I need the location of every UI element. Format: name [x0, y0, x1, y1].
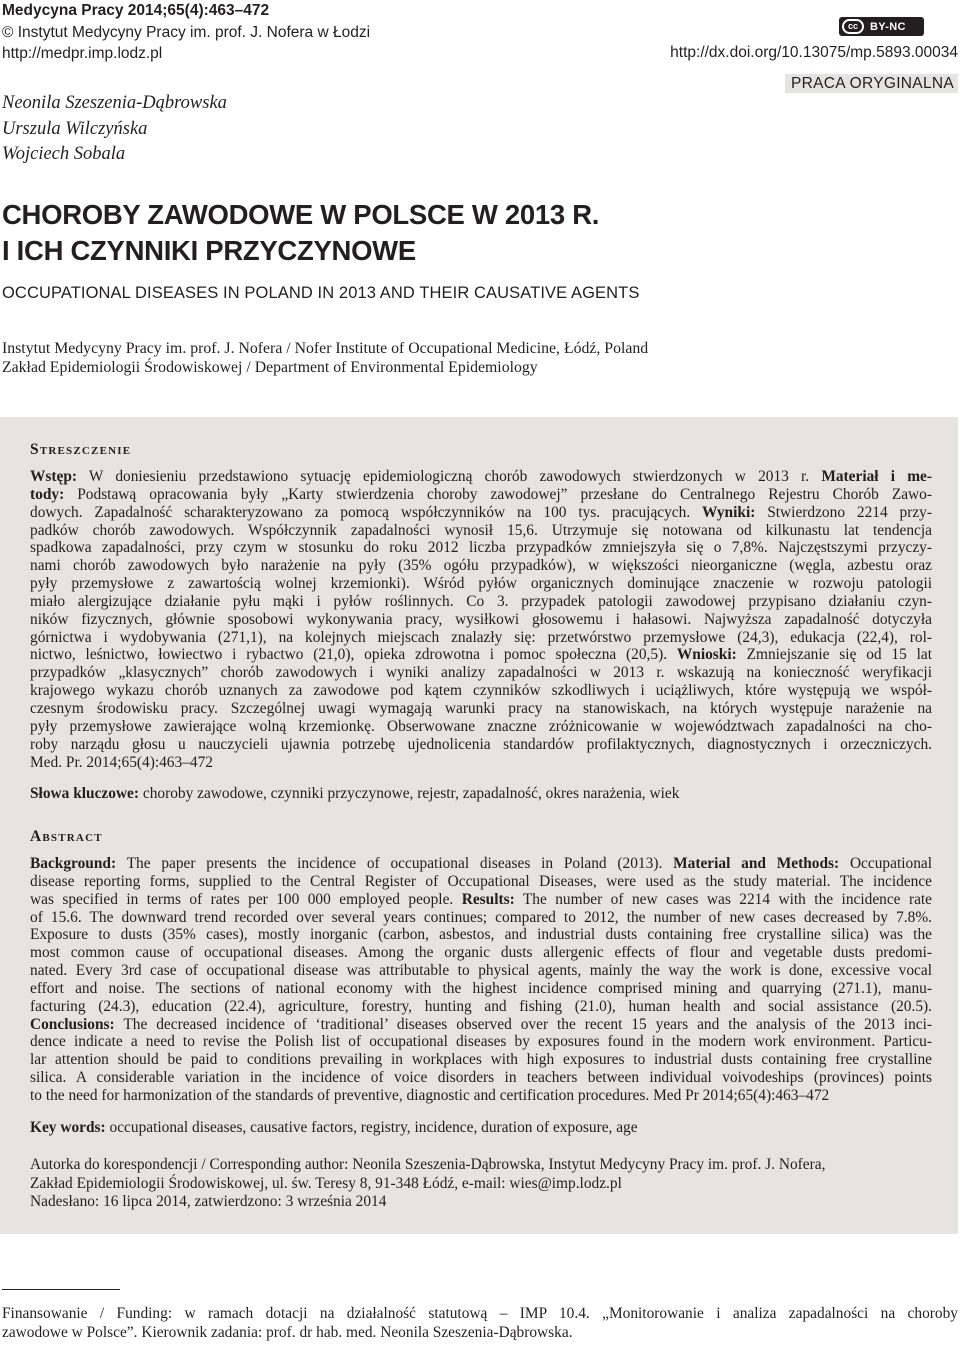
text-run: Exposure to dusts (35% cases), mostly inorganic (carbon, asbestos, and industrial dusts containing free crystalline silica) was the: [30, 926, 932, 944]
text-run: most common cause of occupational diseases. Among the organic dusts allergenic effects of flour and vegetable dusts predomi-: [30, 944, 932, 962]
run-in-label: Wstęp:: [30, 468, 78, 485]
cc-license-badge[interactable]: [839, 17, 924, 36]
run-in-label: Material and Methods:: [673, 855, 840, 872]
text-line: [30, 664, 932, 682]
text-run: dence indicate a need to revise the Polish list of occupational diseases by exposures found in the modern work environment. Particu-: [30, 1033, 932, 1051]
funding-footnote: [2, 1305, 958, 1342]
title-line: CHOROBY ZAWODOWE W POLSCE W 2013 R.: [2, 199, 600, 230]
journal-citation: Medycyna Pracy 2014;65(4):463–472: [2, 2, 270, 19]
abstract-heading: Abstract: [30, 828, 103, 845]
author-list: [2, 91, 227, 168]
pl-keywords: [30, 785, 679, 803]
run-in-label: Results:: [461, 890, 515, 908]
text-run: lar attention should be paid to conditions prevailing in workplaces with high exposures to industrial dusts containing free crystalline: [30, 1051, 932, 1069]
journal-header: [2, 0, 370, 65]
text-run: padków chorób zawodowych. Współczynnik zapadalności wynosił 15,6. Utrzymuje się notowana od kilkunastu lat tendencja: [30, 521, 932, 539]
text-run: pyły przemysłowe z zawartością wolnej krzemionki). Wśród pyłów organicznych dominujące znaczenie w rozwoju patologii: [30, 575, 932, 593]
text-line: [30, 1051, 932, 1069]
text-line: [30, 855, 932, 873]
correspondence-info: [30, 1156, 825, 1212]
text-line: [30, 682, 932, 700]
text-run: W doniesieniu przedstawiono sytuację epidemiologiczną chorób zawodowych stwierdzonych w 2013 r.: [77, 468, 822, 485]
article-type-label: PRACA ORYGINALNA: [785, 74, 958, 93]
text-run: górnictwa i wydobywania (271,1), na kolejnych miejscach znalazły się: przetwórstwo przemysłowe (24,3), edukacja (22,4), rol-: [30, 628, 932, 646]
article-title: [2, 197, 599, 269]
correspondence-line: Autorka do korespondencji / Corresponding author: Neonila Szeszenia-Dąbrowska, Instytut Medycyny Pracy im. prof. J. Nofera,: [30, 1156, 826, 1173]
text-run: dowych. Zapadalność scharakteryzowano za pomocą współczynników na 100 tys. pracujących.: [30, 503, 703, 521]
text-line: [30, 944, 932, 962]
streszczenie-text: [30, 468, 932, 771]
text-line: [30, 926, 932, 944]
funding-line: Finansowanie / Funding: w ramach dotacji na działalność statutową – IMP 10.4. „Monitorowanie i analiza zapadalności na choroby: [2, 1305, 958, 1322]
affiliation-line: Instytut Medycyny Pracy im. prof. J. Nofera / Nofer Institute of Occupational Medicine, Łódź, Poland: [2, 340, 649, 357]
run-in-label: Background:: [30, 855, 117, 872]
text-line: [30, 998, 932, 1016]
affiliations: [2, 339, 648, 377]
en-keywords: [30, 1119, 638, 1137]
footnote-divider: [2, 1289, 120, 1290]
text-line: [30, 873, 932, 891]
text-line: [30, 700, 932, 718]
text-run: przypadków „klasycznych” chorób zawodowych i wyniki analizy zapadalności w 2013 r. wskazują na konieczność weryfikacji: [30, 664, 932, 682]
license-label: BY-NC: [870, 20, 906, 33]
text-run: Podstawą opracowania były „Karty stwierdzenia choroby zawodowej” przesłane do Centralnego Rejestru Chorób Zawo-: [64, 485, 932, 503]
run-in-label: Materiał i me-: [821, 468, 932, 485]
text-run: Med. Pr. 2014;65(4):463–472: [30, 753, 213, 771]
text-line: [30, 611, 932, 629]
text-line: [30, 468, 932, 486]
text-run: The decreased incidence of ‘traditional’ diseases observed over the recent 15 years and the analysis of the 2013 inci-: [114, 1015, 932, 1033]
title-line: I ICH CZYNNIKI PRZYCZYNOWE: [2, 235, 416, 266]
journal-url-link[interactable]: http://medpr.imp.lodz.pl: [2, 45, 163, 62]
text-line: [30, 504, 932, 522]
text-run: krajowego wykazu chorób uznanych za zawodowe pod kątem czynników szkodliwych i uciążliwych, które występują we współ-: [30, 682, 932, 700]
author-name: Wojciech Sobala: [2, 144, 126, 164]
text-line: [30, 754, 932, 772]
text-run: effort and noise. The sections of national economy with the highest incidence comprised mining and quarrying (271.1), manu-: [30, 979, 932, 997]
text-line: [30, 575, 932, 593]
text-run: ników fizycznych, głównie sposobowi wykonywania pracy, wysiłkowi głosowemu i hałasowi. Najwyższa zapadalność dotyczyła: [30, 610, 932, 628]
text-line: [30, 522, 932, 540]
keywords-list: choroby zawodowe, czynniki przyczynowe, rejestr, zapadalność, okres narażenia, wiek: [139, 785, 680, 802]
text-run: facturing (24.3), education (22.4), agriculture, forestry, hunting and fishing (21.0), human health and social assistance (20.5).: [30, 997, 932, 1015]
text-run: nated. Every 3rd case of occupational disease was attributable to physical agents, mainly the way the work is done, excessive vocal: [30, 962, 932, 980]
run-in-label: tody:: [30, 485, 65, 503]
text-line: [30, 1069, 932, 1087]
article-title-english: OCCUPATIONAL DISEASES IN POLAND IN 2013 AND THEIR CAUSATIVE AGENTS: [2, 284, 640, 302]
text-line: [30, 1016, 932, 1034]
text-line: [30, 629, 932, 647]
text-run: miało alergizujące działanie pyłu mąki i pyłów roślinnych. Co 3. przypadek patologii zawodowej przypisano działaniu czyn-: [30, 592, 932, 610]
funding-line: zawodowe w Polsce”. Kierownik zadania: prof. dr hab. med. Neonila Szeszenia-Dąbrowska.: [2, 1323, 573, 1341]
run-in-label: Wyniki:: [702, 503, 756, 521]
text-run: silica. A considerable variation in the incidence of voice disorders in teachers between individual voivodeships (provinces) points: [30, 1069, 932, 1087]
text-run: Stwierdzono 2214 przy-: [755, 503, 932, 521]
text-run: czesnym środowisku pracy. Szczególnej uwagi wymagają warunki pracy na stanowiskach, na których występuje narażenie na: [30, 699, 932, 717]
text-line: [30, 891, 932, 909]
keywords-list: occupational diseases, causative factors, registry, incidence, duration of exposure, age: [105, 1119, 638, 1136]
text-run: disease reporting forms, supplied to the Central Register of Occupational Diseases, were used as the study material. The incidence: [30, 872, 932, 890]
text-line: [30, 1033, 932, 1051]
text-run: spadkowa zapadalności, przy czym w stosunku do roku 2012 liczba przypadków zmniejszyła się o 7,8%. Najczęstszymi przyczy-: [30, 539, 932, 557]
text-run: Occupational: [839, 855, 932, 872]
cc-icon: cc: [842, 19, 864, 34]
text-run: of 15.6. The downward trend recorded over several years continues; compared to 2012, the number of new cases decreased by 7.8%.: [30, 908, 932, 926]
copyright-line: © Instytut Medycyny Pracy im. prof. J. Nofera w Łodzi: [2, 23, 371, 41]
text-run: roby narządu głosu u nauczycieli ujawnia potrzebę ujednolicenia standardów profilaktycznych, diagnostycznych i orzeczniczych.: [30, 735, 932, 753]
text-line: [30, 539, 932, 557]
keywords-label: Key words:: [30, 1119, 106, 1136]
text-line: [30, 909, 932, 927]
abstract-text: [30, 855, 932, 1105]
text-run: The paper presents the incidence of occupational diseases in Poland (2013).: [116, 855, 674, 872]
text-line: [30, 593, 932, 611]
text-line: [30, 980, 932, 998]
doi-link[interactable]: http://dx.doi.org/10.13075/mp.5893.00034: [670, 44, 958, 61]
correspondence-line: Zakład Epidemiologii Środowiskowej, ul. św. Teresy 8, 91-348 Łódź, e-mail: wies@imp.lodz.pl: [30, 1174, 622, 1192]
text-run: was specified in terms of rates per 100 000 employed people.: [30, 890, 462, 908]
text-line: [30, 718, 932, 736]
text-run: The number of new cases was 2214 with the incidence rate: [514, 890, 933, 908]
run-in-label: Conclusions:: [30, 1015, 115, 1033]
affiliation-line: Zakład Epidemiologii Środowiskowej / Department of Environmental Epidemiology: [2, 359, 538, 376]
text-line: [30, 557, 932, 575]
correspondence-line: Nadesłano: 16 lipca 2014, zatwierdzono: 3 września 2014: [30, 1193, 387, 1210]
text-line: [30, 486, 932, 504]
text-run: pyły przemysłowe zawierające wolną krzemionkę. Obserwowane znaczne zróżnicowanie w województwach zapadalności na cho-: [30, 717, 932, 735]
streszczenie-heading: Streszczenie: [30, 441, 132, 458]
text-line: [30, 736, 932, 754]
keywords-label: Słowa kluczowe:: [30, 785, 140, 802]
text-run: Zmniejszanie się od 15 lat: [736, 646, 933, 664]
text-line: [30, 646, 932, 664]
text-run: nictwo, leśnictwo, łowiectwo i rybactwo (21,0), opieka zdrowotna i pomoc społeczna (20,5).: [30, 646, 677, 664]
text-line: [30, 1087, 932, 1105]
author-name: Neonila Szeszenia-Dąbrowska: [2, 93, 227, 113]
run-in-label: Wnioski:: [676, 646, 737, 664]
author-name: Urszula Wilczyńska: [2, 118, 148, 139]
text-run: nami chorób zawodowych było narażenie na pyły (35% ogółu przypadków), w większości nieorganiczne (węgla, azbestu oraz: [30, 557, 932, 575]
text-line: [30, 962, 932, 980]
text-run: to the need for harmonization of the standards of preventive, diagnostic and certification procedures. Med Pr 2014;65(4):463–472: [30, 1086, 830, 1104]
